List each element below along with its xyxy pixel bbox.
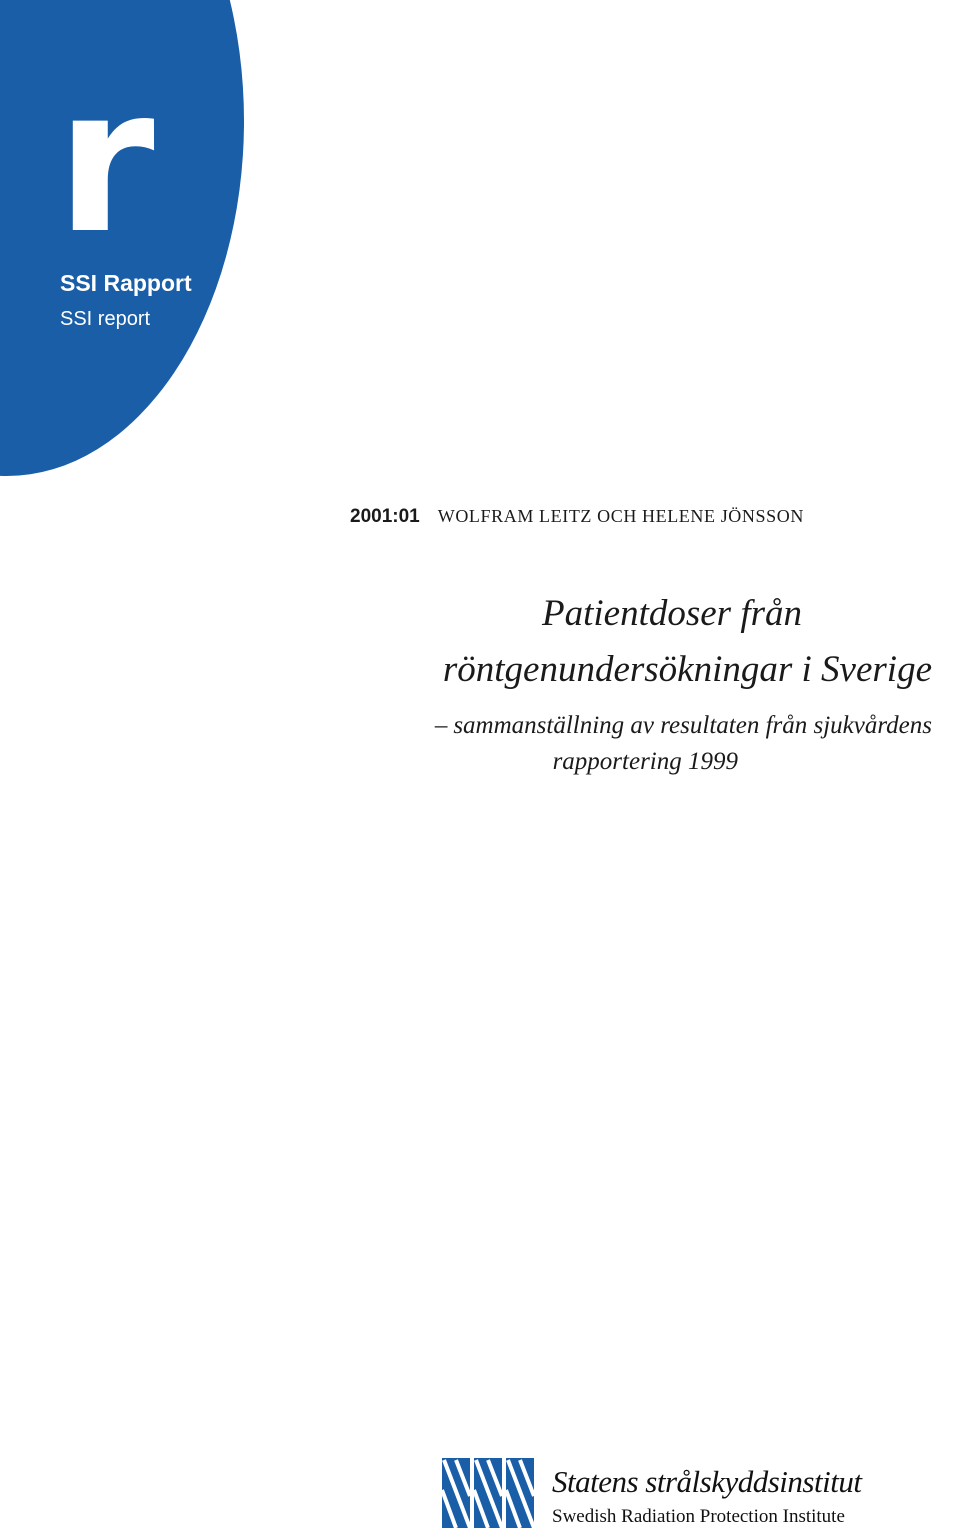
- title-line-1: Patientdoser från: [541, 593, 802, 634]
- subtitle-dash: –: [434, 712, 448, 739]
- subtitle-line-1: [232, 708, 932, 744]
- document-subtitle: [232, 708, 932, 780]
- publisher-name: Statens strålskyddsinstitut: [552, 1464, 862, 1499]
- subtitle-line-2: rapportering 1999: [552, 748, 738, 775]
- authors: WOLFRAM LEITZ OCH HELENE JÖNSSON: [437, 506, 804, 526]
- title-line-2: röntgenundersökningar i Sverige: [442, 649, 932, 690]
- subtitle-line-1-text: sammanställning av resultaten från sjukvårdens: [453, 712, 932, 739]
- series-subtitle: SSI report: [60, 308, 151, 330]
- publisher-name-english: Swedish Radiation Protection Institute: [552, 1506, 845, 1527]
- series-title: SSI Rapport: [60, 270, 192, 296]
- byline: [350, 506, 804, 528]
- ssi-logo-icon: [442, 1458, 534, 1528]
- report-number: 2001:01: [350, 506, 420, 527]
- series-letter: r: [56, 45, 151, 278]
- document-title: [132, 586, 932, 698]
